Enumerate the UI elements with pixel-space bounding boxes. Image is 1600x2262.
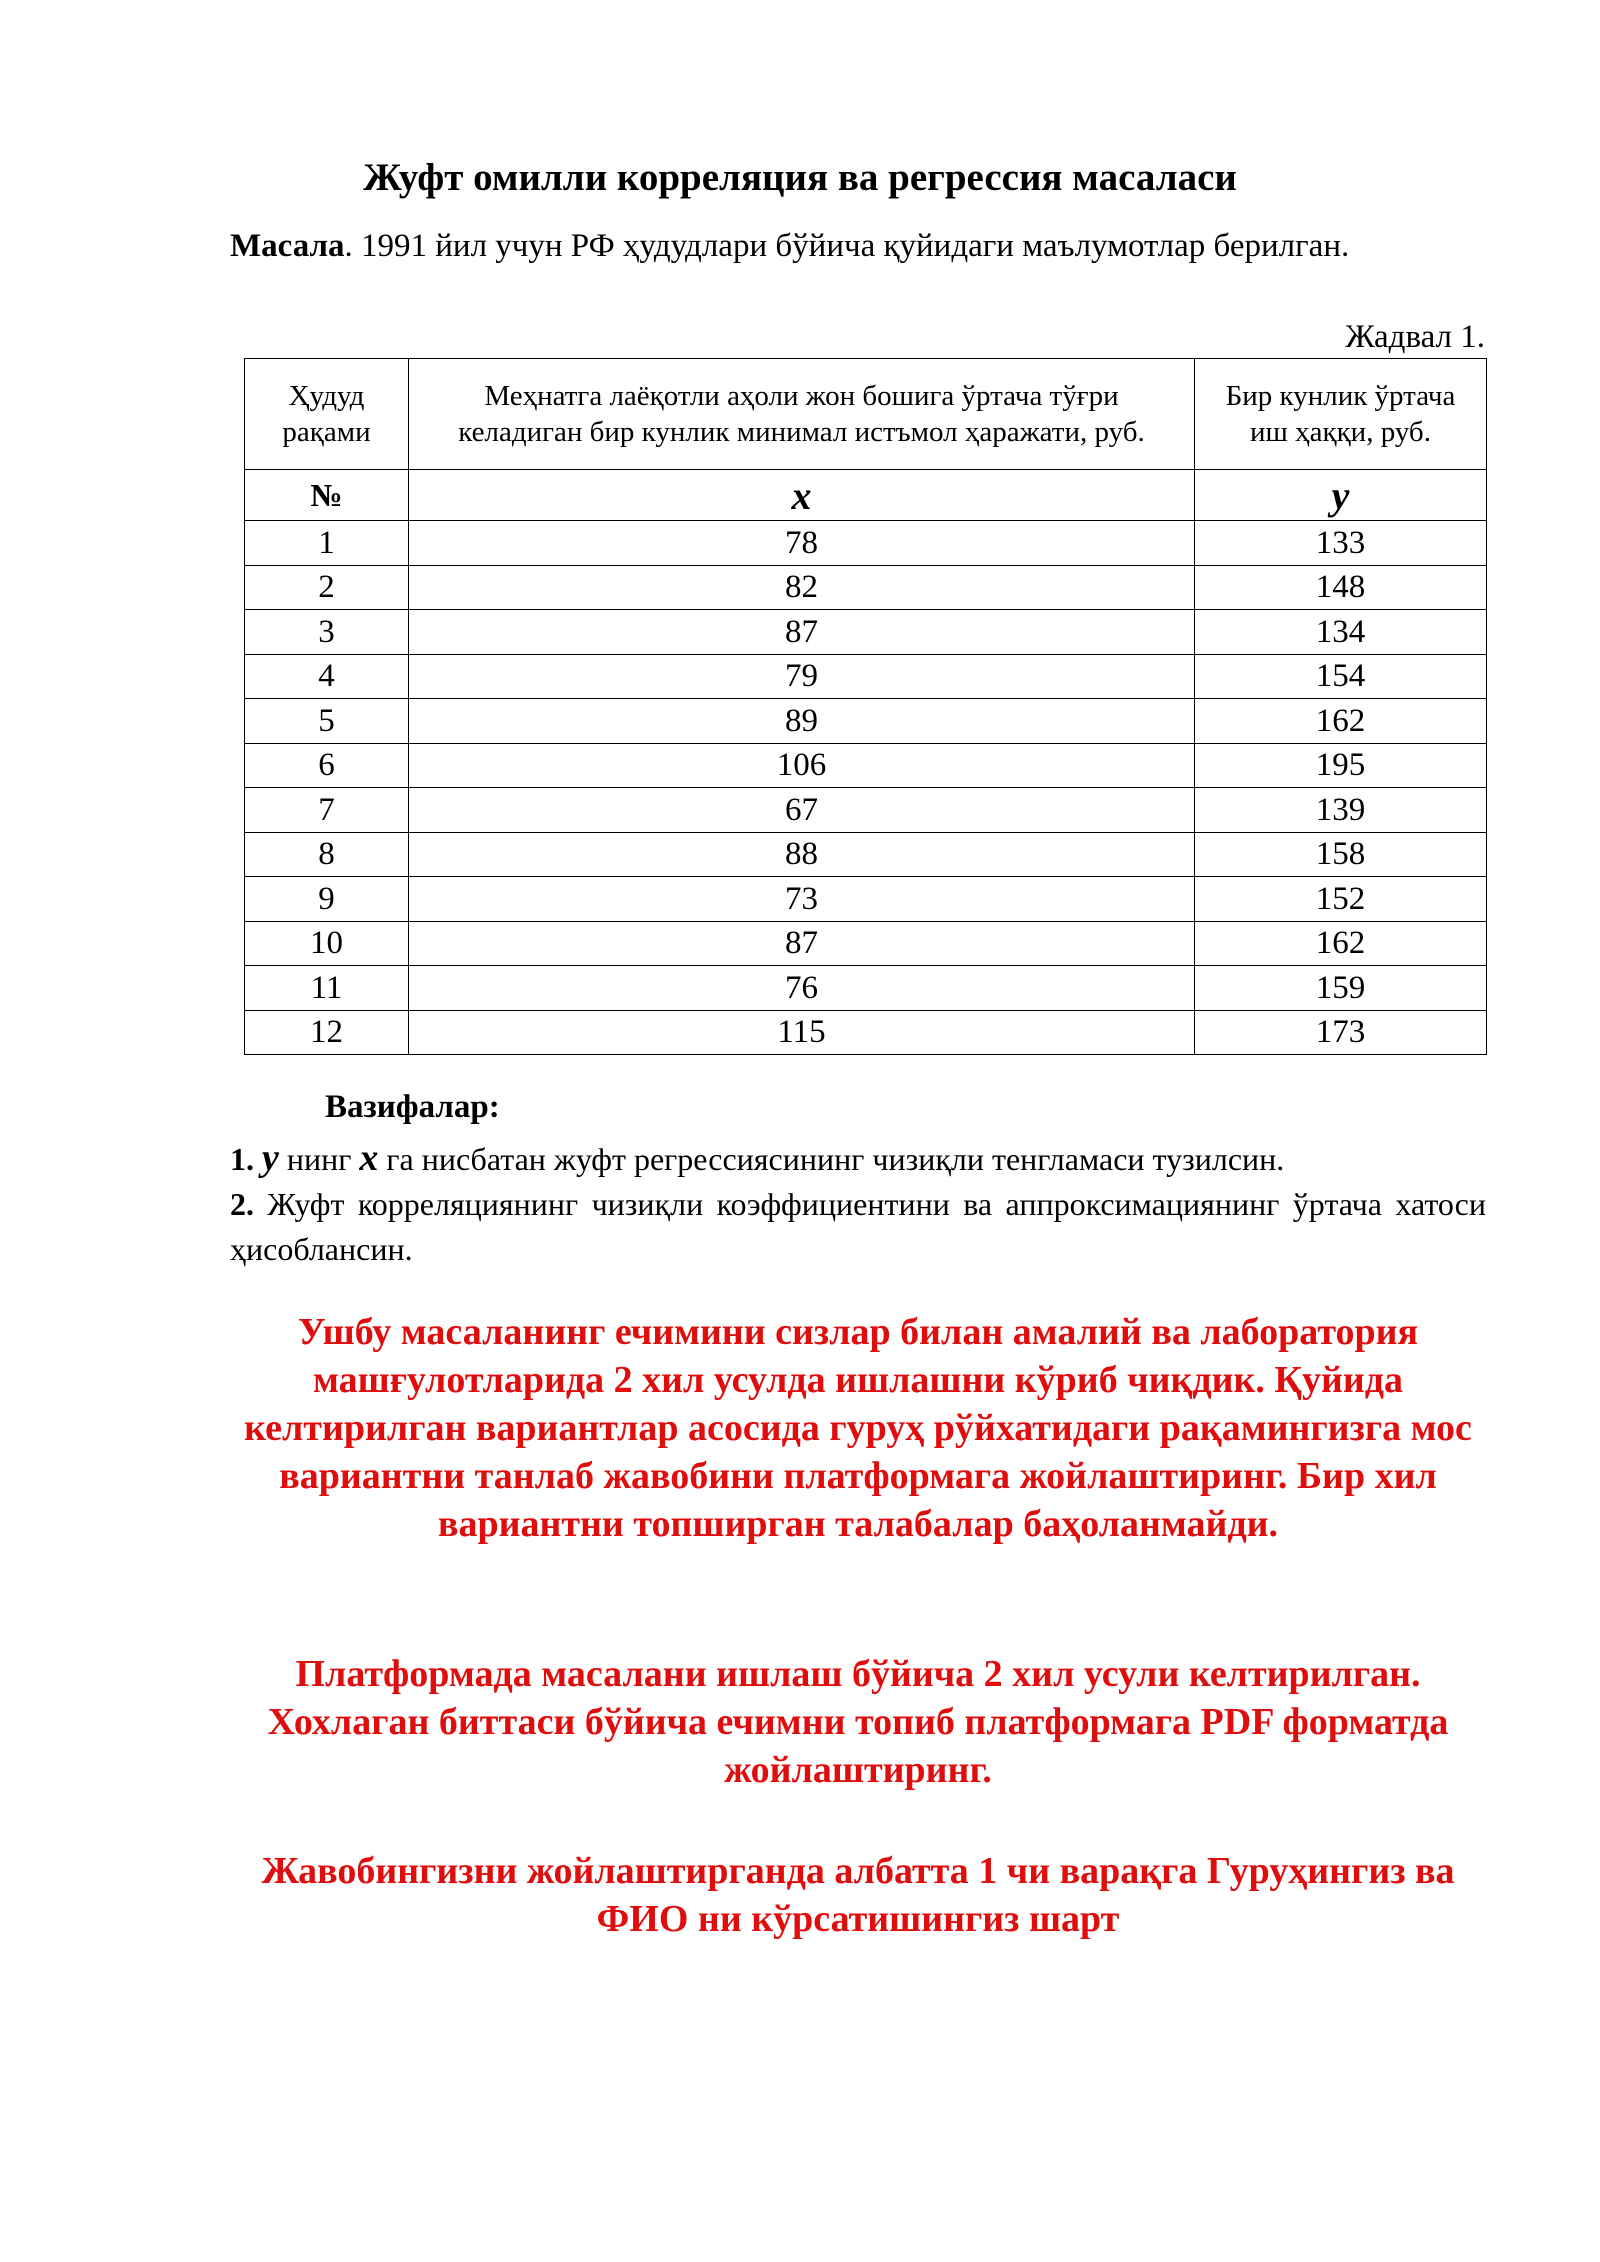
cell-number: 9 <box>245 877 409 922</box>
task-1-var-y: y <box>262 1137 279 1179</box>
table-caption: Жадвал 1. <box>1345 319 1485 355</box>
cell-number: 11 <box>245 966 409 1011</box>
cell-x: 76 <box>409 966 1195 1011</box>
cell-number: 6 <box>245 743 409 788</box>
tasks-list <box>230 1136 1486 1272</box>
table-row <box>245 610 1487 655</box>
task-1 <box>230 1136 1486 1182</box>
task-2-text: Жуфт корреляциянинг чизиқли коэффициентини ва аппроксимациянинг ўртача хатоси ҳисоблансин. <box>230 1186 1486 1267</box>
cell-x: 87 <box>409 610 1195 655</box>
cell-y: 139 <box>1195 788 1487 833</box>
table-row <box>245 788 1487 833</box>
notice-text-2: Платформада масалани ишлаш бўйича 2 хил усули келтирилган. Хохлаган биттаси бўйича ечимни топиб платформага PDF форматда жойлаштиринг. <box>267 1653 1449 1791</box>
symbol-x: x <box>409 470 1195 521</box>
header-daily-wage: Бир кунлик ўртача иш ҳаққи, руб. <box>1195 359 1487 470</box>
notice-platform <box>230 1650 1486 1794</box>
symbol-number: № <box>245 470 409 521</box>
task-2 <box>230 1182 1486 1272</box>
tasks-title: Вазифалар: <box>325 1089 500 1125</box>
notice-submission <box>230 1847 1486 1943</box>
cell-number: 7 <box>245 788 409 833</box>
cell-x: 89 <box>409 699 1195 744</box>
table-row <box>245 743 1487 788</box>
cell-x: 106 <box>409 743 1195 788</box>
problem-label: Масала <box>230 228 345 264</box>
cell-y: 133 <box>1195 521 1487 566</box>
header-consumption-expense: Меҳнатга лаёқотли аҳоли жон бошига ўртача тўғри келадиган бир кунлик минимал истъмол ҳаражати, руб. <box>409 359 1195 470</box>
table-row <box>245 832 1487 877</box>
cell-x: 67 <box>409 788 1195 833</box>
data-table <box>244 358 1487 1055</box>
cell-y: 152 <box>1195 877 1487 922</box>
cell-number: 3 <box>245 610 409 655</box>
cell-number: 4 <box>245 654 409 699</box>
task-1-text-b: га нисбатан жуфт регрессиясининг чизиқли тенгламаси тузилсин. <box>378 1141 1285 1177</box>
symbol-y: y <box>1195 470 1487 521</box>
cell-y: 148 <box>1195 565 1487 610</box>
problem-text: . 1991 йил учун РФ ҳудудлари бўйича қуйидаги маълумотлар берилган. <box>344 228 1350 264</box>
notice-instructions <box>230 1308 1486 1548</box>
table-row <box>245 1010 1487 1055</box>
table-row <box>245 565 1487 610</box>
cell-x: 115 <box>409 1010 1195 1055</box>
cell-y: 173 <box>1195 1010 1487 1055</box>
problem-statement <box>230 224 1485 269</box>
cell-y: 159 <box>1195 966 1487 1011</box>
table-row <box>245 699 1487 744</box>
task-1-text-a: нинг <box>278 1141 360 1177</box>
header-region-number: Ҳудуд рақами <box>245 359 409 470</box>
cell-y: 195 <box>1195 743 1487 788</box>
notice-text-1: Ушбу масаланинг ечимини сизлар билан амалий ва лаборатория машғулотларида 2 хил усулда ишлашни кўриб чиқдик. Қуйида келтирилган вариантлар асосида гуруҳ рўйхатидаги рақамингизга мос вариантни танлаб жавобини платформага жойлаштиринг. Бир хил вариантни топширган талабалар баҳоланмайди. <box>244 1311 1472 1545</box>
task-2-number: 2. <box>230 1186 254 1222</box>
table-body <box>245 521 1487 1055</box>
cell-y: 154 <box>1195 654 1487 699</box>
cell-number: 1 <box>245 521 409 566</box>
table-symbol-row <box>245 470 1487 521</box>
cell-number: 12 <box>245 1010 409 1055</box>
cell-x: 87 <box>409 921 1195 966</box>
table-row <box>245 966 1487 1011</box>
table-row <box>245 921 1487 966</box>
cell-x: 78 <box>409 521 1195 566</box>
cell-x: 88 <box>409 832 1195 877</box>
cell-number: 2 <box>245 565 409 610</box>
cell-y: 158 <box>1195 832 1487 877</box>
task-1-var-x: x <box>359 1137 379 1179</box>
table-header-row <box>245 359 1487 470</box>
table-row <box>245 521 1487 566</box>
cell-y: 162 <box>1195 921 1487 966</box>
cell-y: 134 <box>1195 610 1487 655</box>
cell-x: 82 <box>409 565 1195 610</box>
cell-number: 5 <box>245 699 409 744</box>
table-row <box>245 654 1487 699</box>
task-1-number: 1. <box>230 1141 254 1177</box>
notice-text-3: Жавобингизни жойлаштирганда албатта 1 чи варақга Гуруҳингиз ва ФИО ни кўрсатишингиз шарт <box>261 1850 1455 1940</box>
cell-number: 8 <box>245 832 409 877</box>
document-title: Жуфт омилли корреляция ва регрессия масаласи <box>363 156 1237 199</box>
table-row <box>245 877 1487 922</box>
cell-x: 79 <box>409 654 1195 699</box>
cell-y: 162 <box>1195 699 1487 744</box>
cell-number: 10 <box>245 921 409 966</box>
cell-x: 73 <box>409 877 1195 922</box>
